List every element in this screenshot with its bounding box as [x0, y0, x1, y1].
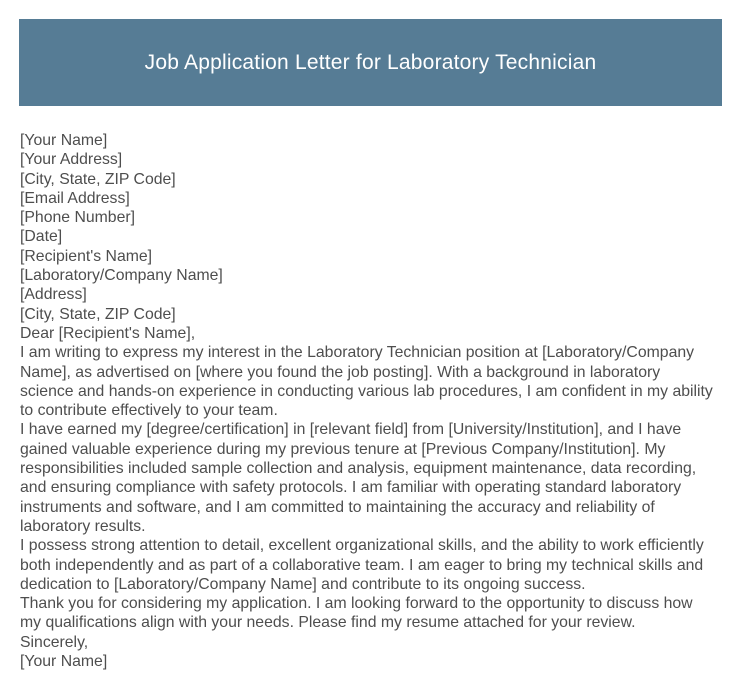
letter-line: to contribute effectively to your team. [20, 402, 278, 420]
letter-line: [Your Address] [20, 151, 123, 169]
letter-line: both independently and as part of a collaborative team. I am eager to bring my technical skills and [20, 556, 704, 574]
letter-line: I possess strong attention to detail, excellent organizational skills, and the ability to work efficiently [20, 537, 704, 555]
letter-line: Name], as advertised on [where you found the job posting]. With a background in laboratory [20, 363, 661, 381]
letter-line: [Date] [20, 228, 63, 246]
letter-line: I have earned my [degree/certification] in [relevant field] from [University/Institution], and I have [20, 421, 682, 439]
letter-line: [Your Name] [20, 653, 108, 671]
letter-title: Job Application Letter for Laboratory Technician [144, 50, 597, 74]
letter-line: Sincerely, [20, 633, 89, 651]
letter-line: [Address] [20, 286, 87, 304]
letter-line: [City, State, ZIP Code] [20, 305, 176, 323]
letter-line: Dear [Recipient's Name], [20, 324, 196, 342]
letter-line: [Recipient's Name] [20, 247, 153, 265]
letter-body [20, 131, 726, 671]
letter-line: responsibilities included sample collection and analysis, equipment maintenance, data recording, [20, 460, 697, 478]
letter-line: [Laboratory/Company Name] [20, 267, 223, 285]
letter-line: and ensuring compliance with safety protocols. I am familiar with operating standard laboratory [20, 479, 682, 497]
letter-line: dedication to [Laboratory/Company Name] and contribute to its ongoing success. [20, 575, 586, 593]
letter-line: science and hands-on experience in conducting various lab procedures, I am confident in my ability [20, 382, 713, 400]
letter-line: gained valuable experience during my previous tenure at [Previous Company/Institution]. My [20, 440, 666, 458]
letter-line: [Your Name] [20, 132, 108, 149]
letter-line: [Phone Number] [20, 209, 136, 227]
letter-title-bar [19, 19, 722, 106]
letter-line: laboratory results. [20, 517, 146, 535]
letter-line: [City, State, ZIP Code] [20, 170, 176, 188]
letter-line: my qualifications align with your needs. Please find my resume attached for your review. [20, 614, 636, 632]
letter-line: I am writing to express my interest in the Laboratory Technician position at [Laboratory/Company [20, 344, 695, 362]
letter-line: Thank you for considering my application. I am looking forward to the opportunity to discuss how [20, 595, 693, 613]
letter-line: [Email Address] [20, 189, 130, 207]
letter-line: instruments and software, and I am committed to maintaining the accuracy and reliability of [20, 498, 655, 516]
